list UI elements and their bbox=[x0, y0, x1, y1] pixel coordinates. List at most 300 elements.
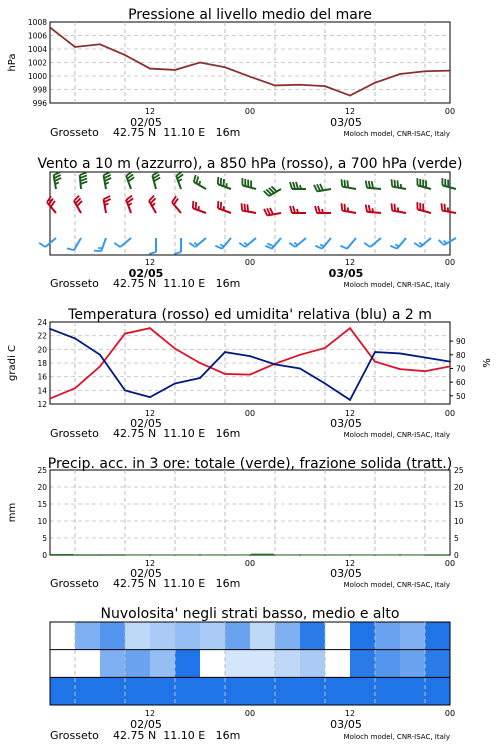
y-right-tick-label: 10 bbox=[454, 517, 464, 526]
wind-barb-700-hPa bbox=[341, 179, 356, 189]
wind-barb-700-hPa bbox=[290, 182, 306, 189]
temperatura-point bbox=[424, 370, 426, 372]
temperatura-point bbox=[49, 398, 51, 400]
umidita-point bbox=[99, 354, 101, 356]
barb-feather-half bbox=[178, 179, 181, 181]
wind-barb-850-hPa bbox=[391, 203, 406, 213]
y-tick-label: 10 bbox=[37, 517, 47, 526]
barb-feather bbox=[293, 206, 295, 213]
temperatura-point bbox=[299, 354, 301, 356]
umidita-point bbox=[174, 383, 176, 385]
temperatura-point bbox=[149, 327, 151, 329]
barb-feather bbox=[347, 180, 348, 187]
wind-barb-700-hPa bbox=[314, 184, 331, 192]
x-tick-label: 12 bbox=[144, 258, 156, 267]
barb-feather bbox=[290, 182, 292, 189]
precip-bar bbox=[326, 555, 349, 556]
x-tick-label: 00 bbox=[444, 258, 456, 267]
footer-coords: 42.75 N 11.10 E 16m bbox=[113, 729, 241, 742]
footer-credit: Moloch model, CNR-ISAC, Italy bbox=[343, 281, 450, 289]
pressure-point bbox=[424, 70, 426, 72]
barb-shaft bbox=[347, 238, 356, 249]
x-date-label: 03/05 bbox=[330, 718, 362, 731]
barb-feather bbox=[241, 203, 242, 210]
y-right-tick-label: 50 bbox=[456, 391, 466, 401]
temperatura-point bbox=[174, 348, 176, 350]
barb-feather bbox=[223, 179, 224, 186]
y-tick-label: 996 bbox=[32, 99, 47, 108]
barb-feather bbox=[218, 177, 219, 184]
pressure-point bbox=[349, 95, 351, 97]
barb-feather-half bbox=[194, 243, 197, 245]
barb-feather-half bbox=[395, 245, 399, 247]
y-tick-label: 5 bbox=[42, 534, 47, 543]
x-date-label: 02/05 bbox=[130, 718, 162, 731]
wind-barb-700-hPa bbox=[417, 178, 431, 189]
x-date-label: 03/05 bbox=[330, 116, 362, 129]
cloud-cell-basso bbox=[325, 677, 351, 705]
wind-barb-850-hPa bbox=[264, 208, 281, 216]
cloud-cell-basso bbox=[400, 677, 426, 705]
barb-feather bbox=[296, 182, 298, 189]
x-date-label: 03/05 bbox=[330, 417, 362, 430]
wind-barb-850-hPa bbox=[417, 202, 431, 213]
barb-feather bbox=[341, 203, 342, 210]
barb-feather bbox=[218, 201, 219, 208]
temperatura-point bbox=[224, 373, 226, 375]
barb-feather bbox=[196, 176, 198, 183]
y-right-tick-label: 0 bbox=[454, 551, 459, 560]
temperatura-point bbox=[349, 327, 351, 329]
x-tick-label: 00 bbox=[244, 107, 256, 116]
wind-barb-10-m bbox=[390, 238, 406, 249]
cloud-cell-medio bbox=[300, 650, 326, 678]
barb-feather-half bbox=[297, 209, 298, 213]
wind-barb-10-m bbox=[114, 238, 131, 247]
barb-feather bbox=[39, 243, 45, 247]
barb-feather bbox=[215, 246, 222, 249]
barb-feather bbox=[391, 179, 392, 186]
pressure-point bbox=[399, 73, 401, 75]
precip-bar bbox=[176, 555, 199, 556]
y-tick-label: 1000 bbox=[27, 72, 47, 81]
barb-feather-half bbox=[152, 203, 155, 206]
umidita-point bbox=[399, 353, 401, 355]
temperatura-point bbox=[449, 366, 451, 368]
wind-barb-850-hPa bbox=[172, 196, 181, 213]
cloud-cell-alto bbox=[425, 622, 451, 650]
cloud-cell-alto bbox=[250, 622, 276, 650]
cloud-cell-basso bbox=[200, 677, 226, 705]
barb-feather bbox=[364, 243, 370, 247]
barb-feather bbox=[114, 243, 120, 247]
y-tick-label: 0 bbox=[42, 551, 47, 560]
cloud-cell-medio bbox=[50, 650, 76, 678]
footer-coords: 42.75 N 11.10 E 16m bbox=[113, 277, 241, 290]
cloud-cell-medio bbox=[75, 650, 101, 678]
y-axis-label: gradi C bbox=[7, 345, 18, 381]
cloud-cell-medio bbox=[175, 650, 201, 678]
wind-barb-700-hPa bbox=[194, 175, 206, 189]
umidita-point bbox=[299, 368, 301, 370]
cloud-cell-medio bbox=[250, 650, 276, 678]
barb-feather-half bbox=[300, 185, 301, 189]
barb-feather bbox=[441, 203, 442, 210]
x-tick-label: 00 bbox=[244, 709, 256, 718]
cloud-cell-basso bbox=[375, 677, 401, 705]
wind-barb-10-m bbox=[340, 238, 356, 249]
pressure-point bbox=[374, 82, 376, 84]
barb-feather bbox=[193, 201, 194, 208]
footer-location: Grosseto bbox=[50, 729, 99, 742]
x-tick-label: 12 bbox=[344, 258, 356, 267]
cloud-cell-basso bbox=[300, 677, 326, 705]
barb-feather bbox=[293, 182, 295, 189]
pressure-point bbox=[249, 76, 251, 78]
x-tick-label: 00 bbox=[444, 709, 456, 718]
y-right-tick-label: 20 bbox=[454, 483, 464, 492]
wind-barb-10-m bbox=[265, 238, 281, 249]
y-right-tick-label: 15 bbox=[454, 500, 464, 509]
footer-location: Grosseto bbox=[50, 577, 99, 590]
barb-shaft bbox=[120, 238, 131, 247]
wind-barb-10-m bbox=[439, 238, 456, 245]
cloud-cell-alto bbox=[200, 622, 226, 650]
wind-barb-850-hPa bbox=[290, 206, 306, 213]
footer-location: Grosseto bbox=[50, 126, 99, 139]
precip-bar bbox=[151, 555, 174, 556]
x-tick-label: 12 bbox=[344, 709, 356, 718]
wind-barb-700-hPa bbox=[242, 178, 256, 189]
umidita-line bbox=[50, 329, 450, 400]
y-right-axis-label: % bbox=[482, 358, 493, 368]
y-tick-label: 998 bbox=[32, 85, 47, 95]
y-right-tick-label: 5 bbox=[454, 534, 459, 543]
x-tick-label: 00 bbox=[444, 559, 456, 568]
x-date-label: 02/05 bbox=[130, 567, 162, 580]
cloud-cell-alto bbox=[175, 622, 201, 650]
umidita-point bbox=[424, 357, 426, 359]
x-tick-label: 12 bbox=[144, 709, 156, 718]
y-tick-label: 14 bbox=[37, 386, 47, 396]
x-date-label: 02/05 bbox=[130, 116, 162, 129]
y-tick-label: 18 bbox=[37, 359, 47, 368]
pressure-point bbox=[324, 85, 326, 87]
x-date-label: 02/05 bbox=[128, 267, 164, 280]
cloud-cell-alto bbox=[150, 622, 176, 650]
pressure-point bbox=[274, 85, 276, 87]
cloud-cell-alto bbox=[350, 622, 376, 650]
cloud-cell-basso bbox=[75, 677, 101, 705]
barb-feather bbox=[67, 248, 74, 250]
cloud-cell-basso bbox=[350, 677, 376, 705]
cloud-cell-medio bbox=[150, 650, 176, 678]
temperatura-point bbox=[199, 362, 201, 364]
barb-feather-half bbox=[244, 243, 247, 245]
x-tick-label: 12 bbox=[344, 559, 356, 568]
barb-feather bbox=[247, 204, 248, 211]
precip-bar bbox=[226, 555, 249, 556]
umidita-point bbox=[374, 351, 376, 353]
cloud-cell-medio bbox=[325, 650, 351, 678]
precip-bar bbox=[376, 555, 399, 556]
y-right-tick-label: 90 bbox=[456, 337, 466, 347]
y-tick-label: 16 bbox=[37, 372, 47, 382]
x-tick-label: 00 bbox=[244, 559, 256, 568]
cloud-cell-alto bbox=[100, 622, 126, 650]
wind-barb-10-m bbox=[215, 238, 231, 249]
pressure-point bbox=[224, 66, 226, 68]
umidita-point bbox=[149, 396, 151, 398]
footer-credit: Moloch model, CNR-ISAC, Italy bbox=[343, 733, 450, 741]
panel-title: Precip. acc. in 3 ore: totale (verde), frazione solida (tratt.) bbox=[47, 456, 453, 472]
wind-barb-850-hPa bbox=[149, 196, 156, 213]
umidita-point bbox=[199, 377, 201, 379]
cloud-cell-medio bbox=[225, 650, 251, 678]
barb-feather bbox=[80, 175, 87, 178]
wind-barb-850-hPa bbox=[218, 201, 231, 213]
umidita-point bbox=[274, 363, 276, 365]
barb-feather bbox=[315, 246, 322, 249]
temperatura-point bbox=[399, 368, 401, 370]
y-right-tick-label: 80 bbox=[456, 350, 466, 360]
x-tick-label: 00 bbox=[444, 107, 456, 116]
y-tick-label: 22 bbox=[37, 331, 47, 341]
cloud-cell-alto bbox=[325, 622, 351, 650]
pressure-point bbox=[124, 54, 126, 56]
y-axis-label: mm bbox=[7, 502, 18, 523]
wind-barb-700-hPa bbox=[366, 181, 381, 189]
cloud-cell-basso bbox=[100, 677, 126, 705]
y-right-tick-label: 60 bbox=[456, 378, 466, 388]
umidita-point bbox=[49, 328, 51, 330]
cloud-cell-alto bbox=[300, 622, 326, 650]
y-tick-label: 1008 bbox=[27, 18, 47, 27]
barb-feather bbox=[340, 246, 347, 249]
panel-title: Nuvolosita' negli strati basso, medio e alto bbox=[100, 606, 400, 622]
precip-bar bbox=[76, 554, 99, 555]
wind-barb-700-hPa bbox=[80, 172, 88, 189]
panel-frame bbox=[50, 470, 450, 555]
wind-barb-700-hPa bbox=[264, 186, 281, 196]
x-date-label: 02/05 bbox=[130, 417, 162, 430]
barb-feather bbox=[444, 204, 445, 211]
umidita-point bbox=[74, 338, 76, 340]
x-date-label: 03/05 bbox=[328, 267, 364, 280]
umidita-point bbox=[249, 355, 251, 357]
precip-bar bbox=[276, 555, 299, 556]
y-tick-label: 1002 bbox=[27, 58, 47, 68]
pressure-point bbox=[49, 27, 51, 29]
wind-barb-850-hPa bbox=[47, 196, 56, 213]
cloud-cell-alto bbox=[400, 622, 426, 650]
footer-coords: 42.75 N 11.10 E 16m bbox=[113, 427, 241, 440]
barb-feather-half bbox=[322, 209, 323, 213]
pressure-point bbox=[174, 69, 176, 71]
wind-barb-850-hPa bbox=[104, 196, 111, 213]
precip-bar bbox=[251, 554, 274, 555]
x-tick-label: 12 bbox=[144, 107, 156, 116]
wind-barb-10-m bbox=[315, 238, 331, 249]
x-tick-label: 12 bbox=[344, 409, 356, 418]
wind-barb-10-m bbox=[364, 238, 381, 247]
umidita-point bbox=[449, 361, 451, 363]
panel-title: Temperatura (rosso) ed umidita' relativa (blu) a 2 m bbox=[68, 307, 432, 323]
barb-feather bbox=[196, 202, 197, 209]
barb-shaft bbox=[370, 238, 381, 247]
barb-feather bbox=[80, 172, 87, 175]
wind-barb-850-hPa bbox=[126, 196, 133, 213]
wind-barb-700-hPa bbox=[218, 177, 231, 189]
cloud-cell-basso bbox=[175, 677, 201, 705]
wind-barb-10-m bbox=[289, 238, 306, 247]
barb-feather bbox=[366, 181, 367, 188]
umidita-point bbox=[349, 399, 351, 401]
wind-barb-10-m bbox=[149, 238, 156, 254]
barb-feather bbox=[221, 178, 222, 185]
precip-bar bbox=[51, 554, 74, 555]
wind-barb-10-m bbox=[414, 238, 431, 247]
temperatura-point bbox=[374, 361, 376, 363]
footer-location: Grosseto bbox=[50, 427, 99, 440]
x-tick-label: 00 bbox=[444, 409, 456, 418]
wind-barb-700-hPa bbox=[442, 178, 456, 189]
barb-feather bbox=[81, 181, 88, 184]
y-right-tick-label: 70 bbox=[456, 364, 466, 374]
barb-feather bbox=[267, 243, 274, 246]
x-tick-label: 12 bbox=[344, 107, 356, 116]
wind-barb-700-hPa bbox=[104, 172, 112, 189]
cloud-cell-alto bbox=[50, 622, 76, 650]
cloud-cell-alto bbox=[125, 622, 151, 650]
cloud-cell-basso bbox=[125, 677, 151, 705]
pressure-point bbox=[74, 46, 76, 48]
x-date-label: 03/05 bbox=[330, 567, 362, 580]
precip-bar bbox=[101, 554, 124, 555]
y-axis-label: hPa bbox=[7, 53, 18, 72]
cloud-cell-medio bbox=[375, 650, 401, 678]
y-tick-label: 24 bbox=[37, 318, 47, 327]
barb-feather bbox=[394, 180, 395, 187]
cloud-cell-medio bbox=[400, 650, 426, 678]
wind-barb-850-hPa bbox=[341, 203, 356, 213]
umidita-point bbox=[224, 351, 226, 353]
barb-feather bbox=[221, 202, 222, 209]
umidita-point bbox=[124, 389, 126, 391]
cloud-cell-alto bbox=[275, 622, 301, 650]
barb-feather-half bbox=[372, 208, 373, 212]
barb-feather-half bbox=[294, 243, 297, 245]
barb-feather bbox=[366, 205, 367, 212]
footer-credit: Moloch model, CNR-ISAC, Italy bbox=[343, 581, 450, 589]
wind-barb-850-hPa bbox=[366, 205, 381, 213]
cloud-cell-basso bbox=[150, 677, 176, 705]
barb-feather bbox=[244, 204, 245, 211]
cloud-cell-basso bbox=[225, 677, 251, 705]
wind-barb-850-hPa bbox=[315, 206, 331, 213]
umidita-point bbox=[324, 383, 326, 385]
cloud-cell-basso bbox=[425, 677, 451, 705]
footer-location: Grosseto bbox=[50, 277, 99, 290]
barb-feather bbox=[194, 175, 196, 182]
barb-feather-half bbox=[199, 181, 200, 185]
barb-feather bbox=[391, 203, 392, 210]
panel-title: Vento a 10 m (azzurro), a 850 hPa (rosso), a 700 hPa (verde) bbox=[37, 156, 463, 172]
cloud-cell-medio bbox=[425, 650, 451, 678]
barb-feather bbox=[344, 204, 345, 211]
footer-coords: 42.75 N 11.10 E 16m bbox=[113, 577, 241, 590]
wind-barb-10-m bbox=[94, 238, 106, 251]
pressure-line bbox=[50, 27, 450, 95]
barb-feather bbox=[80, 178, 87, 181]
barb-feather bbox=[94, 251, 101, 252]
cloud-cell-basso bbox=[250, 677, 276, 705]
wind-barb-850-hPa bbox=[441, 203, 456, 213]
cloud-cell-basso bbox=[275, 677, 301, 705]
wind-barb-700-hPa bbox=[152, 172, 160, 189]
temperatura-point bbox=[324, 347, 326, 349]
temperatura-point bbox=[99, 366, 101, 368]
x-tick-label: 12 bbox=[144, 559, 156, 568]
y-tick-label: 25 bbox=[37, 466, 47, 475]
y-tick-label: 20 bbox=[37, 345, 47, 355]
precip-bar bbox=[401, 555, 424, 556]
precip-bar bbox=[126, 555, 149, 556]
x-tick-label: 00 bbox=[244, 409, 256, 418]
wind-barb-850-hPa bbox=[193, 201, 206, 213]
panel-title: Pressione al livello medio del mare bbox=[128, 7, 372, 23]
barb-feather bbox=[397, 180, 398, 187]
wind-barb-700-hPa bbox=[126, 172, 134, 189]
barb-feather bbox=[149, 252, 156, 254]
cloud-cell-alto bbox=[375, 622, 401, 650]
cloud-cell-medio bbox=[100, 650, 126, 678]
pressure-point bbox=[449, 70, 451, 72]
barb-feather bbox=[265, 246, 272, 249]
precip-bar bbox=[301, 555, 324, 556]
temperatura-point bbox=[124, 333, 126, 335]
precip-bar bbox=[426, 554, 449, 555]
barb-shaft bbox=[45, 238, 56, 247]
wind-barb-10-m bbox=[39, 238, 56, 247]
y-tick-label: 20 bbox=[37, 483, 47, 492]
pressure-point bbox=[99, 43, 101, 45]
y-tick-label: 12 bbox=[37, 400, 47, 409]
precip-bar bbox=[351, 555, 374, 556]
wind-barb-700-hPa bbox=[391, 179, 406, 189]
cloud-cell-medio bbox=[350, 650, 376, 678]
y-tick-label: 15 bbox=[37, 500, 47, 509]
temperatura-point bbox=[74, 387, 76, 389]
pressure-point bbox=[149, 68, 151, 70]
x-tick-label: 00 bbox=[244, 258, 256, 267]
cloud-cell-basso bbox=[50, 677, 76, 705]
barb-feather bbox=[344, 180, 345, 187]
x-tick-label: 12 bbox=[144, 409, 156, 418]
y-tick-label: 1006 bbox=[27, 31, 47, 41]
wind-barb-10-m bbox=[189, 238, 206, 247]
wind-barb-10-m bbox=[239, 238, 256, 247]
barb-feather-half bbox=[128, 203, 131, 205]
cloud-cell-medio bbox=[200, 650, 226, 678]
precip-bar bbox=[201, 555, 224, 556]
barb-feather bbox=[341, 179, 342, 186]
barb-feather bbox=[318, 206, 320, 213]
wind-barb-700-hPa bbox=[54, 172, 62, 189]
wind-barb-10-m bbox=[67, 238, 81, 250]
barb-feather bbox=[394, 204, 395, 211]
pressure-point bbox=[299, 84, 301, 86]
